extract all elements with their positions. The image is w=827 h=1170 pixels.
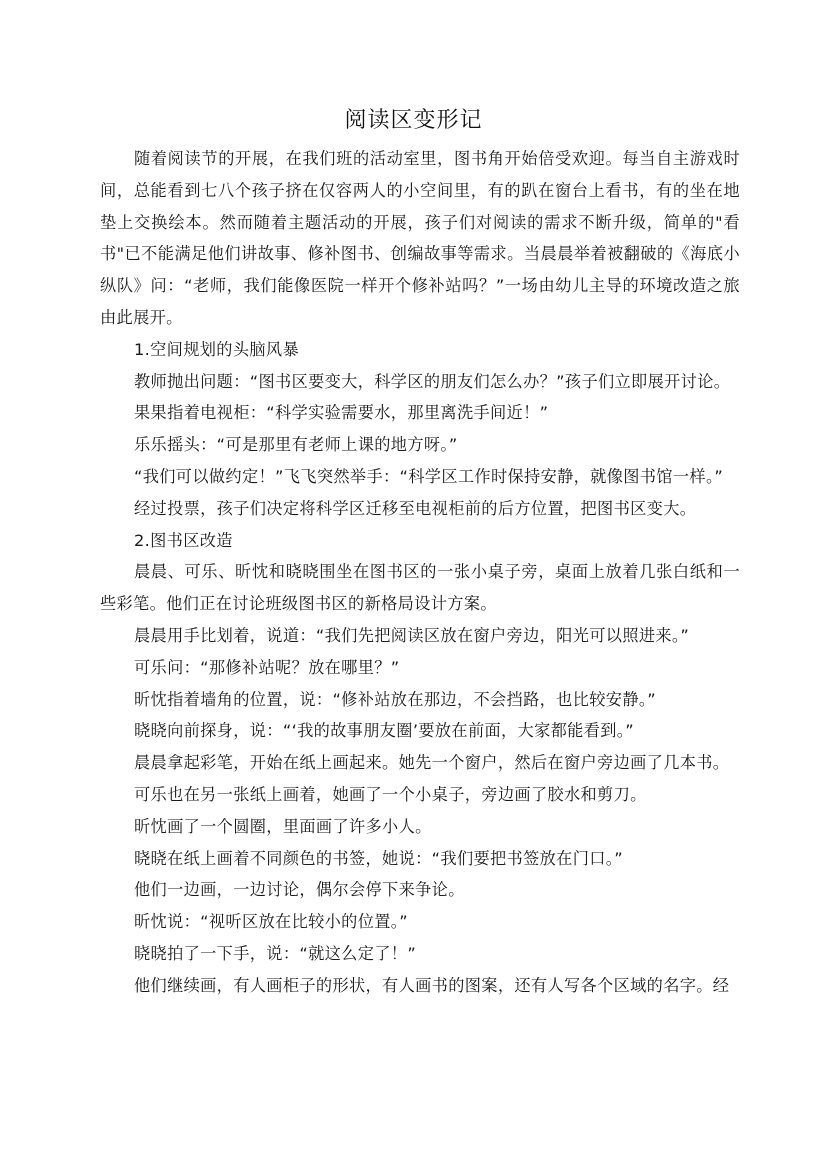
paragraph: 他们继续画，有人画柜子的形状，有人画书的图案，还有人写各个区域的名字。经 [134, 975, 730, 995]
paragraph: 教师抛出问题：“图书区要变大，科学区的朋友们怎么办？”孩子们立即展开讨论。 [134, 371, 731, 391]
document-body [100, 143, 740, 1002]
paragraph: 晓晓向前探身，说：“‘我的故事朋友圈’要放在前面，大家都能看到。” [134, 721, 634, 741]
paragraph: 晨晨拿起彩笔，开始在纸上画起来。她先一个窗户，然后在窗户旁边画了几本书。 [134, 753, 730, 773]
paragraph: 晓晓在纸上画着不同颜色的书签，她说：“我们要把书签放在门口。” [134, 848, 623, 868]
document-title: 阅读区变形记 [344, 108, 483, 133]
paragraph: 晨晨、可乐、昕忱和晓晓围坐在图书区的一张小桌子旁，桌面上放着几张白纸和一些彩笔。他们正在讨论班级图书区的新格局设计方案。 [100, 562, 740, 614]
paragraph: 晨晨用手比划着，说道：“我们先把阅读区放在窗户旁边，阳光可以照进来。” [134, 625, 690, 645]
paragraph: 果果指着电视柜：“科学实验需要水，那里离洗手间近！” [134, 403, 549, 423]
section-heading-library-renovation: 2.图书区改造 [134, 530, 233, 550]
paragraph: 昕忱说：“视听区放在比较小的位置。” [134, 912, 408, 932]
paragraph: 他们一边画，一边讨论，偶尔会停下来争论。 [134, 880, 465, 900]
paragraph: 晓晓拍了一下手，说：“就这么定了！” [134, 943, 417, 963]
paragraph: 昕忱画了一个圆圈，里面画了许多小人。 [134, 816, 432, 836]
paragraph: 可乐问：“那修补站呢？放在哪里？” [134, 657, 400, 677]
section-heading-space-planning: 1.空间规划的头脑风暴 [134, 339, 299, 359]
paragraph: 乐乐摇头：“可是那里有老师上课的地方呀。” [134, 435, 458, 455]
paragraph: 昕忱指着墙角的位置，说：“修补站放在那边，不会挡路，也比较安静。” [134, 689, 657, 709]
paragraph: “我们可以做约定！”飞飞突然举手：“科学区工作时保持安静，就像图书馆一样。” [134, 466, 724, 486]
intro-paragraph: 随着阅读节的开展，在我们班的活动室里，图书角开始倍受欢迎。每当自主游戏时间，总能看到七八个孩子挤在仅容两人的小空间里，有的趴在窗台上看书，有的坐在地垫上交换绘本。然而随着主题活动的开展，孩子们对阅读的需求不断升级，简单的"看书"已不能满足他们讲故事、修补图书、创编故事等需求。当晨晨举着被翻破的《海底小纵队》问：“老师，我们能像医院一样开个修补站吗？”一场由幼儿主导的环境改造之旅由此展开。 [100, 149, 740, 327]
paragraph: 经过投票，孩子们决定将科学区迁移至电视柜前的后方位置，把图书区变大。 [134, 498, 697, 518]
paragraph: 可乐也在另一张纸上画着，她画了一个小桌子，旁边画了胶水和剪刀。 [134, 784, 647, 804]
